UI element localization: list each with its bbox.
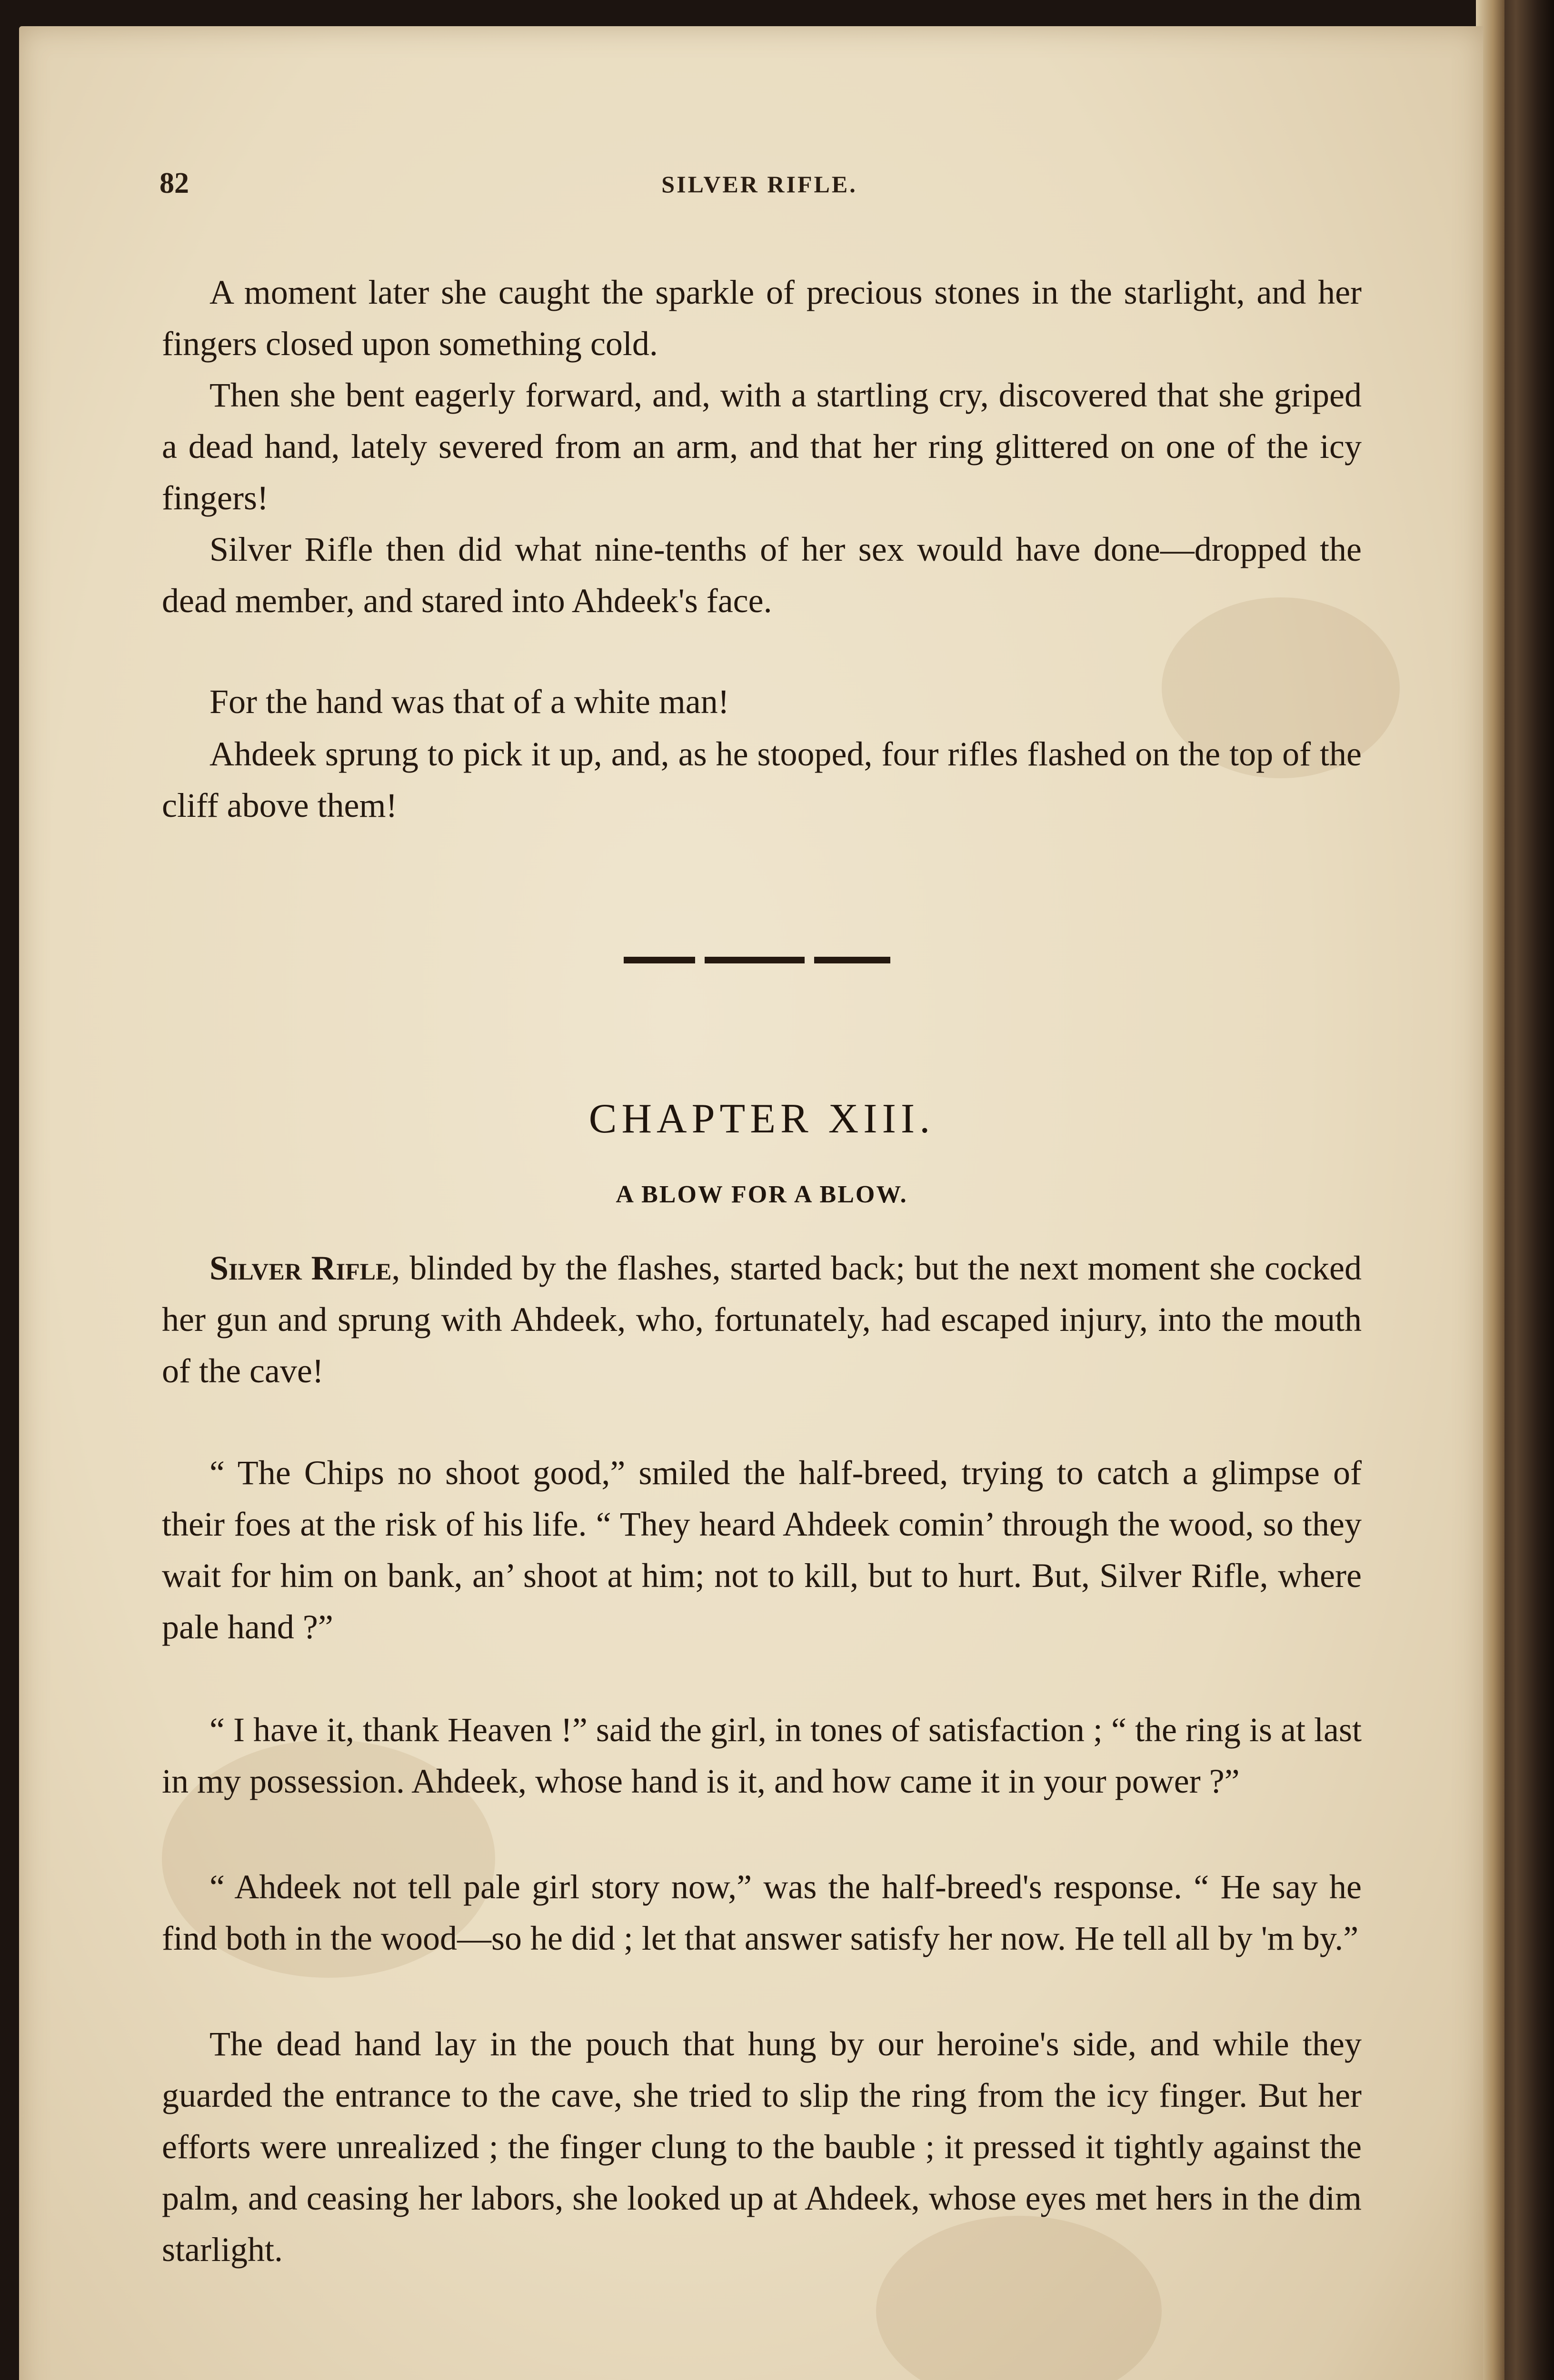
paragraph: “ Ahdeek not tell pale girl story now,” was the half-breed's response. “ He say he find both in the wood—so he did ; let that answer satisfy her now. He tell all by 'm by.” (162, 1868, 1362, 1957)
book-binding (1500, 0, 1554, 2380)
paragraph (162, 1242, 1362, 1397)
paragraph: Then she bent eagerly forward, and, with a startling cry, discovered that she griped a dead hand, lately severed from an arm, and that her ring glittered on one of the icy fingers! (162, 376, 1362, 517)
paragraph: For the hand was that of a white man! (209, 683, 729, 721)
paragraph: Ahdeek sprung to pick it up, and, as he stooped, four rifles flashed on the top of the cliff above them! (162, 735, 1362, 824)
paragraph: A moment later she caught the sparkle of precious stones in the starlight, and her fingers closed upon something cold. (162, 273, 1362, 363)
running-head: SILVER RIFLE. (661, 171, 857, 198)
paragraph-text: , blinded by the flashes, started back; but the next moment she cocked her gun and sprung with Ahdeek, who, fortunately, had escaped injury, into the mouth of the cave! (162, 1249, 1362, 1390)
chapter-title: CHAPTER XIII. (588, 1096, 935, 1142)
page-number: 82 (159, 167, 189, 199)
section-divider (624, 957, 890, 963)
chapter-subtitle: A BLOW FOR A BLOW. (616, 1181, 908, 1208)
lead-in-name: Silver Rifle (209, 1249, 392, 1287)
paragraph: “ The Chips no shoot good,” smiled the half-breed, trying to catch a glimpse of their foes at the risk of his life. “ They heard Ahdeek comin’ through the wood, so they wait for him on bank, an’ shoot at him; not to kill, but to hurt. But, Silver Rifle, where pale hand ?” (162, 1454, 1362, 1646)
paragraph: The dead hand lay in the pouch that hung by our heroine's side, and while they guarded the entrance to the cave, she tried to slip the ring from the icy finger. But her efforts were unrealized ; the finger clung to the bauble ; it pressed it tightly against the palm, and ceasing her labors, she looked up at Ahdeek, whose eyes met hers in the dim starlight. (162, 2025, 1362, 2269)
page-header (159, 167, 1359, 209)
paragraph: “ I have it, thank Heaven !” said the girl, in tones of satisfaction ; “ the ring is at last in my possession. Ahdeek, whose hand is it, and how came it in your power ?” (162, 1711, 1362, 1800)
paragraph: Silver Rifle then did what nine-tenths of her sex would have done—dropped the dead member, and stared into Ahdeek's face. (162, 530, 1362, 620)
